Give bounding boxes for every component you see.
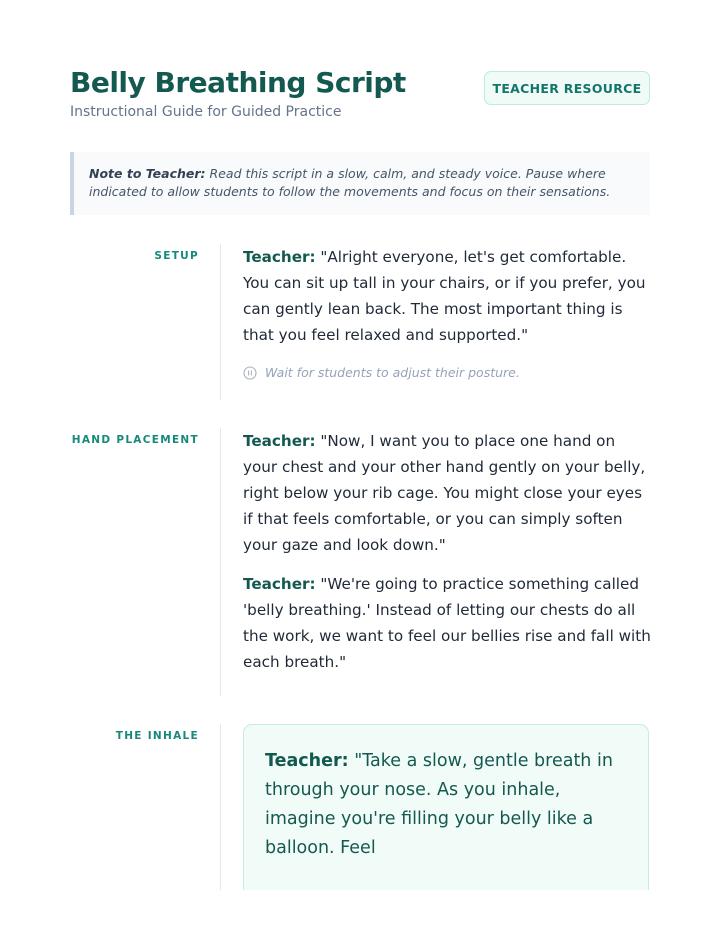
speaker-label: Teacher: [243, 575, 316, 593]
script-text: "Take a slow, gentle breath in through your nose. As you inhale, imagine you're filling your belly like a balloon. Feel [265, 751, 613, 858]
script-paragraph [243, 428, 653, 558]
speaker-label: Teacher: [243, 432, 316, 450]
page-title: Belly Breathing Script [70, 66, 406, 99]
header [70, 0, 650, 150]
teacher-note-label: Note to Teacher: [89, 166, 206, 181]
speaker-label: Teacher: [243, 248, 316, 266]
script-text: "Now, I want you to place one hand on your chest and your other hand gently on your belly, right below your rib cage. You might close your eyes if that feels comfortable, or you can simply soften your gaze and look down." [243, 432, 646, 554]
teacher-note [70, 152, 650, 215]
script-text: "We're going to practice something called 'belly breathing.' Instead of letting our chests do all the work, we want to feel our bellies rise and fall with each breath." [243, 575, 651, 671]
pause-icon [243, 366, 257, 380]
section-divider [220, 428, 221, 696]
script-paragraph [243, 244, 653, 348]
teacher-resource-badge: TEACHER RESOURCE [484, 71, 650, 105]
script-text: "Alright everyone, let's get comfortable. You can sit up tall in your chairs, or if you prefer, you can gently lean back. The most important thing is that you feel relaxed and supported." [243, 248, 646, 344]
section-content [243, 244, 653, 380]
section-label: HAND PLACEMENT [71, 434, 199, 446]
section-setup [70, 244, 650, 404]
section-label: SETUP [154, 250, 199, 262]
section-the-inhale [70, 724, 650, 890]
highlighted-script-box [243, 724, 649, 890]
script-paragraph [265, 747, 626, 863]
section-label: THE INHALE [115, 730, 199, 742]
page [70, 0, 651, 858]
script-paragraph [243, 571, 653, 675]
page-subtitle: Instructional Guide for Guided Practice [70, 104, 342, 120]
pause-cue [243, 365, 653, 380]
section-divider [220, 724, 221, 890]
section-content [243, 428, 653, 675]
section-divider [220, 244, 221, 400]
teacher-note-text: Read this script in a slow, calm, and steady voice. Pause where indicated to allow students to follow the movements and focus on their sensations. [89, 166, 611, 199]
section-hand-placement [70, 428, 650, 698]
pause-cue-text: Wait for students to adjust their posture. [265, 365, 520, 380]
speaker-label: Teacher: [265, 751, 349, 771]
